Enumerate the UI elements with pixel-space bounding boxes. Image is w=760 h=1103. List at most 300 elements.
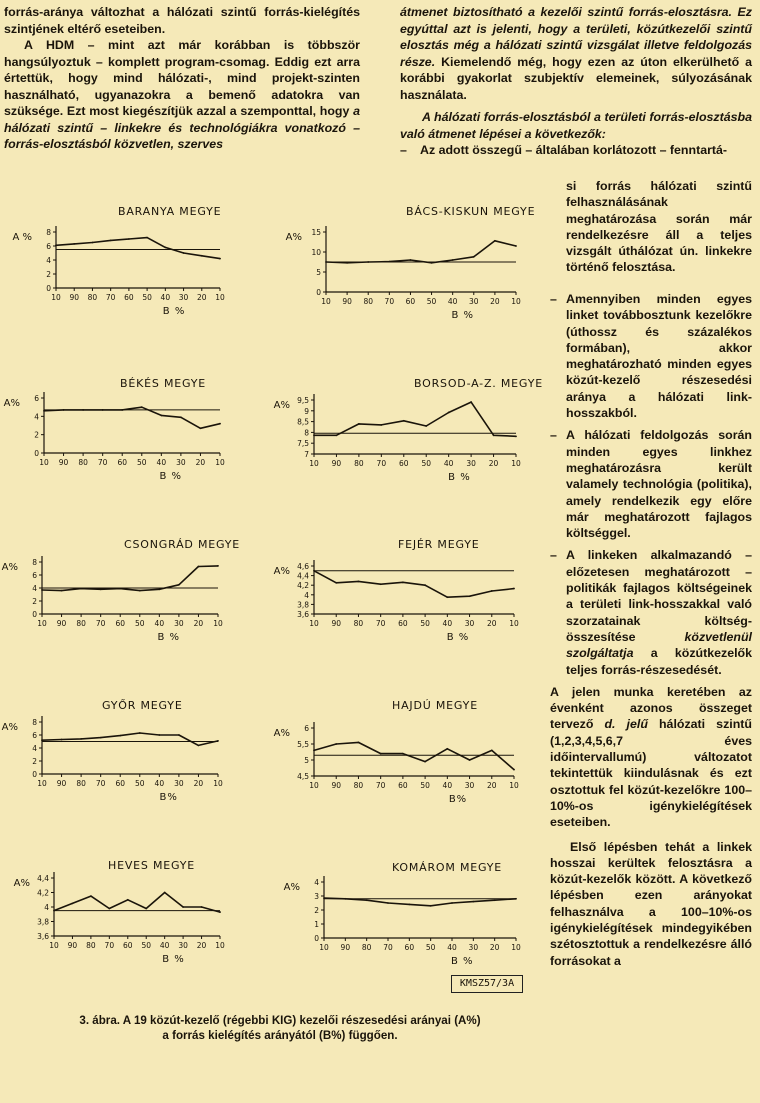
y-tick-label: 8 [32,558,37,567]
data-point [63,409,65,411]
chart-title: HAJDÚ MEGYE [392,699,478,712]
y-axis-label: A% [283,882,300,893]
data-point [127,899,129,901]
y-tick-label: 2 [46,270,51,279]
chart-5 [2,538,240,643]
x-tick-label: 30 [468,943,479,952]
paragraph-italic: d. jelű [604,717,648,732]
series-line [326,241,516,263]
x-tick-label: 70 [383,943,393,952]
data-point [119,588,121,590]
paragraph-text: Kiemelendő még, hogy ezen az úton elkerülhető a korábbi gyakorlat szubjektív elemeinek, súlyozásának használata. [400,54,752,102]
data-point [380,583,382,585]
data-point [344,898,346,900]
x-tick-label: 90 [342,297,352,306]
data-point [515,898,517,900]
x-tick-label: 80 [76,619,86,628]
x-tick-label: 20 [193,779,204,788]
paragraph-text: A HDM – mint azt már korábban is többször hangsúlyoztuk – komplett program-csomag. Eddig ezt arra értettük, hogy mind hálózati-, mind projekt-szinten használható, ugyanazokra a bemenő adatokra van szüksége. Ezt most kiegészítjük azzal a szemponttal, hogy [4,38,360,118]
chart-title: GYŐR MEGYE [102,699,183,712]
y-axis-label: A% [13,878,30,889]
y-tick-label: 5 [304,756,309,765]
y-tick-label: 2 [34,430,39,440]
x-tick-label: 90 [56,619,67,628]
chart-title: KOMÁROM MEGYE [392,861,503,874]
series-line [54,893,220,913]
y-tick-label: 4 [314,878,319,887]
y-axis-label: A% [285,232,302,243]
y-tick-label: 8,5 [297,417,309,427]
paragraph-text: hálózati szintű (1,2,3,4,5,6,7 éves időintervallumú) változatot tekintettük kiindulásnak és ezt osztottuk fel közút-kezelőkre 100–10%-os igénykielégítések eseteiben. [550,717,752,830]
data-point [493,434,495,436]
paragraph-italic: a hálózati szintű – linkekre és technológiákra vonatkozó – forrás-elosztásból közvetlen, szerves [4,104,360,151]
x-tick-label: 60 [405,297,416,306]
paragraph: Első lépésben tehát a linkek hosszai kerültek felosztásra a közút-kezelők között. A következő lépésben ezen arányokat felhasználva a 100–10%-os igénykielégítések mindegyikében szétosztottuk a rendelkezésre álló forrásokat a [550,839,752,968]
x-tick-label: 10 [215,293,225,302]
data-point [491,590,493,592]
data-point [358,423,360,425]
data-point [323,897,325,899]
x-tick-label: 70 [105,293,116,302]
data-point [388,261,390,263]
data-point [336,434,338,436]
x-tick-label: 60 [398,781,408,790]
data-point [448,412,450,414]
data-point [451,902,453,904]
data-point [494,240,496,242]
data-point [452,259,454,261]
x-tick-label: 20 [488,459,499,468]
y-tick-label: 5 [316,268,321,277]
data-point [446,596,448,598]
chart-7 [2,698,223,803]
data-point [141,406,143,408]
x-tick-label: 60 [115,779,125,788]
data-point [41,739,43,741]
data-point [472,901,474,903]
x-tick-label: 60 [398,619,408,628]
x-tick-label: 50 [420,781,430,790]
right-list [550,291,752,969]
y-tick-label: 0 [32,610,37,619]
data-point [430,905,432,907]
y-tick-label: 0 [46,284,51,293]
x-tick-label: 50 [142,293,152,302]
x-axis-label: B % [446,632,470,643]
y-tick-label: 0 [32,770,37,779]
list-item-continuation: si forrás hálózati szintű felhasználásának meghatározása során már rendelkezésre áll a teljes vizsgált úthálózat ún. linkekre történő felosztása. [566,179,752,275]
data-point [100,737,102,739]
chart-9 [14,859,225,965]
data-point [121,409,123,411]
data-point [403,420,405,422]
data-point [139,732,141,734]
y-axis-label: A% [273,728,290,739]
y-tick-label: 5,5 [297,740,309,749]
paragraph-italic: A hálózati forrás-elosztásból a területi forrás-elosztásba való átmenet lépései a következők: [400,110,752,141]
series-line [56,238,220,259]
chart-4 [274,377,543,483]
list-item-italic: közvetlenül szolgáltatja [566,629,752,661]
x-tick-label: 80 [76,779,86,788]
y-tick-label: 0 [316,288,321,297]
y-tick-label: 1 [314,920,319,929]
y-axis-label: A% [3,398,20,409]
x-axis-label: B % [448,472,471,483]
y-tick-label: 2 [314,906,319,915]
y-tick-label: 6 [34,394,39,403]
data-point [424,584,426,586]
y-tick-label: 2 [32,597,37,606]
data-point [513,769,515,771]
data-point [380,424,382,426]
chart-title: FEJÉR MEGYE [398,538,480,551]
data-point [469,595,471,597]
data-point [358,580,360,582]
list-item-text: A hálózati feldolgozás során minden egyes linkhez meghatározásra került valamely technológia (politika), amely rendelkezik egy előre már meghatározott fajlagos költséggel. [566,428,752,541]
chart-title: CSONGRÁD MEGYE [124,538,241,551]
x-tick-label: 40 [160,293,171,302]
x-tick-label: 60 [115,619,125,628]
y-tick-label: 6 [304,724,309,733]
x-tick-label: 60 [404,943,415,952]
figure-code: KMSZ57/3A [451,975,523,993]
x-tick-label: 10 [511,943,521,952]
data-point [198,566,200,568]
x-tick-label: 50 [421,459,431,468]
x-tick-label: 10 [51,293,61,302]
x-tick-label: 80 [361,943,372,952]
data-point [515,245,517,247]
list-item [550,547,752,677]
y-tick-label: 3 [314,892,319,901]
y-tick-label: 7,5 [297,439,309,449]
y-tick-label: 4,5 [297,772,309,781]
x-tick-label: 90 [331,619,341,628]
series-line [314,571,514,597]
data-point [367,261,369,263]
y-tick-label: 6 [46,242,51,251]
y-tick-label: 0 [34,449,39,458]
x-tick-label: 60 [124,293,134,302]
data-point [102,409,104,411]
data-point [200,427,202,429]
x-tick-label: 80 [87,293,98,302]
x-axis-label: B % [162,954,185,965]
data-point [425,425,427,427]
x-tick-label: 10 [215,458,225,467]
x-tick-label: 20 [197,293,207,302]
data-point [80,738,82,740]
data-point [160,415,162,417]
data-point [217,565,219,567]
caption-line: 3. ábra. A 19 közút-kezelő (régebbi KIG) kezelői részesedési arányai (A%) [79,1014,481,1027]
x-tick-label: 40 [447,943,457,952]
data-point [90,895,92,897]
data-point [335,582,337,584]
y-tick-label: 8 [32,718,37,727]
x-tick-label: 70 [384,297,395,306]
x-tick-label: 50 [135,779,145,788]
data-point [178,584,180,586]
data-point [424,761,426,763]
x-axis-label: B % [450,956,474,967]
x-tick-label: 20 [489,943,500,952]
x-tick-label: 30 [178,293,189,302]
x-tick-label: 60 [123,941,133,950]
x-axis-label: B % [157,632,180,643]
data-point [41,589,43,591]
data-point [335,743,337,745]
y-tick-label: 15 [311,228,321,237]
y-tick-label: 4,2 [37,888,49,898]
y-tick-label: 2 [32,757,37,766]
data-point [469,759,471,761]
y-tick-label: 4 [32,744,37,753]
x-tick-label: 30 [174,619,184,628]
data-point [473,256,475,258]
data-point [201,255,203,257]
data-point [108,908,110,910]
list-item-text: A linkeken alkalmazandó – előzetesen meghatározott – politikák fajlagos költségeinek a területi link-hosszakkal való szorzatainak költség-összesítése [566,548,752,644]
y-tick-label: 10 [311,248,321,257]
caption-line: a forrás kielégítés arányától (B%) függően. [162,1029,398,1042]
chart-title: HEVES MEGYE [108,859,196,872]
data-point [61,739,63,741]
y-tick-label: 4,2 [297,581,309,591]
x-tick-label: 70 [375,619,386,628]
x-tick-label: 10 [309,459,319,468]
y-tick-label: 7 [304,450,309,459]
x-tick-label: 40 [154,779,165,788]
x-tick-label: 50 [135,619,145,628]
list-item [550,427,752,541]
data-point [358,742,360,744]
x-tick-label: 70 [376,459,387,468]
data-point [410,259,412,261]
x-tick-label: 30 [178,941,188,950]
x-tick-label: 80 [353,619,364,628]
y-tick-label: 4,4 [297,571,309,581]
series-line [42,566,218,591]
x-tick-label: 20 [490,297,500,306]
data-point [128,238,130,240]
data-point [164,247,166,249]
y-tick-label: 4 [32,584,37,593]
x-tick-label: 70 [97,458,108,467]
x-tick-label: 10 [213,619,223,628]
x-tick-label: 10 [215,941,225,950]
y-tick-label: 8 [304,428,309,438]
x-tick-label: 70 [104,941,115,950]
data-point [55,244,57,246]
dash: – [400,143,407,157]
x-tick-label: 30 [464,781,475,790]
data-point [217,740,219,742]
x-tick-label: 40 [443,459,454,468]
data-point [100,588,102,590]
data-point [515,435,517,437]
data-point [158,734,160,736]
data-point [431,262,433,264]
data-point [145,908,147,910]
y-tick-label: 4,4 [37,874,49,883]
chart-1 [12,205,225,317]
data-point [182,906,184,908]
data-point [61,590,63,592]
x-tick-label: 10 [37,619,47,628]
x-tick-label: 20 [487,781,497,790]
data-point [146,237,148,239]
x-tick-label: 10 [511,297,521,306]
data-point [325,261,327,263]
chart-6 [274,538,519,643]
dash: – [550,548,557,563]
x-tick-label: 30 [464,619,475,628]
x-tick-label: 10 [213,779,223,788]
y-tick-label: 6 [32,571,37,580]
paragraph: forrás-aránya változhat a hálózati szintű forrás-kielégítés szintjének eltérő eseteiben. [4,5,360,36]
data-point [53,910,55,912]
data-point [313,750,315,752]
y-axis-label: A% [1,722,18,733]
data-point [201,906,203,908]
x-tick-label: 30 [466,459,476,468]
data-point [110,240,112,242]
data-point [387,902,389,904]
x-tick-label: 90 [331,781,341,790]
data-point [180,416,182,418]
x-tick-label: 10 [511,459,521,468]
y-axis-label: A% [1,562,18,573]
x-tick-label: 70 [375,781,386,790]
series-line [42,733,218,745]
x-tick-label: 20 [195,458,206,467]
y-tick-label: 3,6 [37,932,49,941]
data-point [43,410,45,412]
x-tick-label: 90 [69,293,79,302]
y-tick-label: 4 [304,590,309,600]
data-point [491,750,493,752]
y-axis-label: A% [273,400,290,411]
x-axis-label: B % [451,310,475,321]
data-point [92,242,94,244]
x-tick-label: 10 [321,297,331,306]
x-tick-label: 10 [49,941,59,950]
y-tick-label: 4 [44,903,49,912]
x-axis-label: B% [159,792,178,803]
figure-caption [20,1013,540,1043]
x-tick-label: 60 [399,459,409,468]
x-tick-label: 20 [196,941,207,950]
y-tick-label: 4,6 [297,562,309,571]
data-point [313,434,315,436]
x-tick-label: 50 [425,943,436,952]
x-tick-label: 30 [174,779,184,788]
x-tick-label: 40 [442,619,453,628]
x-tick-label: 90 [340,943,351,952]
x-tick-label: 90 [58,458,69,467]
y-tick-label: 3,8 [297,600,309,610]
x-tick-label: 40 [159,941,170,950]
y-tick-label: 3,8 [37,917,49,927]
y-tick-label: 8 [46,228,51,237]
dash: – [550,292,557,306]
x-tick-label: 50 [426,297,437,306]
list-item-text: Az adott összegű – általában korlátozott – fenntartá- [420,143,728,157]
x-tick-label: 10 [309,781,319,790]
x-tick-label: 60 [117,458,127,467]
x-tick-label: 90 [67,941,78,950]
x-tick-label: 20 [487,619,497,628]
data-point [470,401,472,403]
y-tick-label: 0 [314,934,319,943]
data-point [80,588,82,590]
x-tick-label: 10 [39,458,49,467]
data-point [402,753,404,755]
data-point [158,588,160,590]
data-point [219,423,221,425]
chart-title: BARANYA MEGYE [118,205,222,218]
dash: – [550,428,557,443]
x-tick-label: 40 [154,619,165,628]
paragraph [550,684,752,831]
x-tick-label: 80 [353,781,364,790]
data-point [178,734,180,736]
data-point [494,899,496,901]
x-tick-label: 80 [363,297,373,306]
paragraph-italic: átmenet biztosítható a kezelői szintű forrás-elosztásra. Ez egyúttal azt is jelenti, hogy a területi, közútkezelői szintű elosztás még a hálózati szintű vizsgálat illetve feldolgozás része. [400,5,752,69]
x-tick-label: 40 [442,781,453,790]
y-tick-label: 9 [304,406,309,416]
data-point [446,748,448,750]
x-tick-label: 90 [331,459,342,468]
chart-title: BORSOD-A-Z. MEGYE [414,377,543,390]
data-point [198,745,200,747]
x-tick-label: 20 [193,619,204,628]
y-axis-label: A % [12,232,32,243]
data-point [139,590,141,592]
data-point [73,243,75,245]
x-tick-label: 40 [156,458,167,467]
x-tick-label: 10 [309,619,319,628]
chart-title: BÁCS-KISKUN MEGYE [406,205,536,218]
list-item-text: Amennyiben minden egyes linket továbbosztunk kezelőkre (úthossz és százalékos formában), akkor meghatározható minden egyes közút-kezelő részesedési aránya a hálózati link-hosszakból. [566,292,752,421]
x-axis-label: B% [448,794,468,805]
x-axis-label: B % [159,471,182,482]
x-axis-label: B % [162,306,186,317]
data-point [408,904,410,906]
data-point [164,892,166,894]
data-point [313,570,315,572]
x-tick-label: 40 [447,297,458,306]
y-tick-label: 9,5 [297,396,309,405]
y-tick-label: 6 [32,731,37,740]
paragraph-text: A jelen munka keretében az évenként azonos összeget tervező [550,684,752,732]
x-tick-label: 50 [137,458,147,467]
chart-3 [4,377,225,482]
list-item [550,291,752,421]
data-point [380,753,382,755]
x-tick-label: 70 [95,619,106,628]
x-tick-label: 50 [420,619,430,628]
data-point [219,911,221,913]
data-point [183,252,185,254]
x-tick-label: 30 [469,297,479,306]
series-line [314,742,514,769]
x-tick-label: 90 [56,779,67,788]
y-tick-label: 3,6 [297,610,309,619]
